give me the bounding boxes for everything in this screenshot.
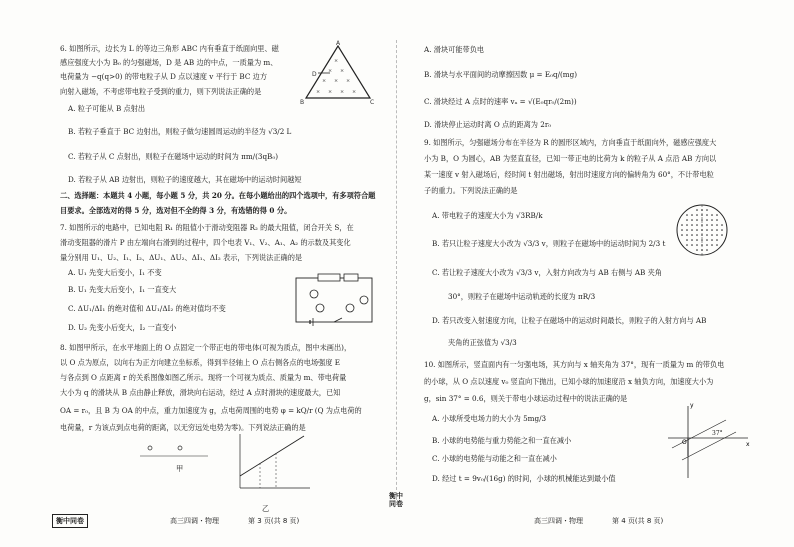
- q10-option-c: C. 小球的电势能与动能之和一直在减小: [432, 454, 557, 463]
- q8-stem-line: 以 O 点为原点，以向右为正方向建立坐标系，得到半径轴上 O 点右侧各点的电场强度 E: [60, 358, 341, 367]
- field-dot: [696, 219, 698, 221]
- field-dot: [706, 219, 708, 221]
- field-dot: [706, 224, 708, 226]
- q9-option-b: B. 若只让粒子速度大小改为 √3/3 v，则粒子在磁场中的运动时间为 2/3 t: [432, 239, 666, 248]
- field-dot: [686, 234, 688, 236]
- q8-stem-line: 8. 如图甲所示，在水平地面上的 O 点固定一个带正电的带电体(可视为质点，图中未画出)，: [60, 343, 352, 352]
- field-dot: [711, 234, 713, 236]
- field-dot: [691, 219, 693, 221]
- q9-option-c-cont: 30°，则粒子在磁场中运动轨迹的长度为 πR/3: [448, 292, 596, 301]
- left-footer-title: 高三四调・物理: [170, 517, 219, 525]
- field-dot: [706, 244, 708, 246]
- q8-stem-line: OA = r₀，且 B 为 OA 的中点，重力加速度为 g，点电荷周围的电势 φ = kQ/r (Q 为点电荷的: [60, 406, 362, 415]
- svg-text:×: ×: [334, 78, 339, 84]
- svg-text:×: ×: [346, 78, 351, 84]
- q10-stem-line: 的小球，从 O 点以速度 v₀ 竖直向下抛出，已知小球的加速度沿 x 轴负方向，加速度大小为: [424, 377, 714, 386]
- q9-option-d-cont: 夹角的正弦值为 √3/3: [448, 338, 517, 347]
- svg-text:x: x: [746, 441, 750, 448]
- field-dot: [701, 239, 703, 241]
- field-dot: [706, 214, 708, 216]
- field-dot: [701, 234, 703, 236]
- q10-option-b: B. 小球的电势能与重力势能之和一直在减小: [432, 436, 572, 445]
- q8-option-a: A. 滑块可能带负电: [424, 45, 485, 54]
- right-footer-page: 第 4 页(共 8 页): [612, 517, 664, 525]
- q8-option-c: C. 滑块经过 A 点时的速率 vₐ = √(E₀qr₀/(2m)): [424, 97, 577, 106]
- field-dot: [686, 244, 688, 246]
- q7-circuit-figure: [290, 270, 380, 328]
- field-dot: [681, 224, 683, 226]
- field-dot: [691, 229, 693, 231]
- field-dot: [681, 234, 683, 236]
- q6-option-a: A. 粒子可能从 B 点射出: [68, 104, 146, 113]
- q9-stem-line: 9. 如图所示，匀强磁场分布在半径为 R 的圆形区域内，方向垂直于纸面向外，磁感应强度大: [424, 138, 717, 147]
- q6-option-c: C. 若粒子从 C 点射出，则粒子在磁场中运动的时间为 πm/(3qB₀): [68, 152, 279, 161]
- field-dot: [696, 214, 698, 216]
- q8-stem-line: 大小为 q 的滑块从 B 点由静止释放，滑块向右运动，经过 A 点时滑块的速度最大，已知: [60, 388, 341, 397]
- field-dot: [696, 224, 698, 226]
- q8-stem-line: 与各点到 O 点距离 r 的关系图像如图乙所示。现将一个可视为质点、质量为 m、带电荷量: [60, 373, 347, 382]
- svg-text:×: ×: [352, 89, 357, 95]
- q7-stem-line: 7. 如图所示的电路中，已知电阻 R₁ 的阻值小于滑动变阻器 R₂ 的最大阻值，闭合开关 S，在: [60, 223, 354, 232]
- field-dot: [701, 214, 703, 216]
- field-dot: [681, 229, 683, 231]
- field-dot: [706, 234, 708, 236]
- q8-figure-a-caption: 甲: [176, 464, 184, 473]
- field-dot: [711, 239, 713, 241]
- q9-option-d: D. 若只改变入射速度方向，让粒子在磁场中的运动时间最长，则粒子的入射方向与 AB: [432, 316, 707, 325]
- svg-text:×: ×: [340, 89, 345, 95]
- svg-text:A: A: [336, 40, 341, 47]
- field-dot: [706, 239, 708, 241]
- q7-option-d: D. U₂ 先变小后变大，I₂ 一直变小: [68, 323, 177, 332]
- q7-stem-line: 量分别用 U₁、U₂、I₁、I₂、ΔU₁、ΔU₂、ΔI₁、ΔI₂ 表示，下列说法正确的是: [60, 253, 303, 262]
- field-dot: [696, 244, 698, 246]
- left-footer-stamp: 衡中同卷: [52, 514, 88, 528]
- field-dot: [716, 244, 718, 246]
- svg-text:B: B: [300, 99, 305, 106]
- field-dot: [711, 219, 713, 221]
- section-2-line: 二、选择题：本题共 4 小题，每小题 5 分，共 20 分。在每小题给出的四个选项中，有多项符合题: [60, 191, 376, 200]
- svg-text:O: O: [682, 439, 687, 446]
- q10-stem-line: g，sin 37° = 0.6，则关于带电小球运动过程中的说法正确的是: [424, 394, 628, 403]
- field-dot: [701, 224, 703, 226]
- q8-stem-line: 电荷量，r 为该点到点电荷的距离，以无穷远处电势为零)。下列说法正确的是: [60, 423, 306, 432]
- field-dot: [696, 234, 698, 236]
- q9-stem-line: 某一速度 v 射入磁场后，经时间 t 射出磁场，射出时速度方向的偏转角为 60°，不计带电粒: [424, 170, 714, 179]
- q7-option-a: A. U₁ 先变大后变小，I₁ 不变: [68, 268, 162, 277]
- field-dot: [696, 229, 698, 231]
- q9-circle-figure: [672, 200, 732, 260]
- q9-option-c: C. 若让粒子速度大小改为 √3/3 v，入射方向改为与 AB 右侧与 AB 夹角: [432, 268, 662, 277]
- q9-option-a: A. 带电粒子的速度大小为 √3RB/k: [432, 211, 543, 220]
- svg-text:D: D: [312, 71, 317, 78]
- field-dot: [716, 234, 718, 236]
- svg-text:×: ×: [334, 58, 339, 64]
- field-dot: [691, 244, 693, 246]
- q8-option-d: D. 滑块停止运动时离 O 点的距离为 2r₀: [424, 120, 552, 129]
- q10-option-d: D. 经过 t = 9v₀/(16g) 的时间，小球的机械能达到最小值: [432, 474, 616, 483]
- q6-option-b: B. 若粒子垂直于 BC 边射出，则粒子做匀速圆周运动的半径为 √3/2 L: [68, 127, 292, 136]
- q6-stem-line: 6. 如图所示，边长为 L 的等边三角形 ABC 内有垂直于纸面向里、磁: [60, 44, 279, 53]
- field-dot: [706, 229, 708, 231]
- field-dot: [706, 209, 708, 211]
- svg-text:×: ×: [328, 89, 333, 95]
- field-dot: [716, 219, 718, 221]
- field-dot: [716, 239, 718, 241]
- q10-angle-label: 37°: [712, 430, 723, 437]
- svg-text:y: y: [690, 402, 694, 409]
- field-dot: [696, 209, 698, 211]
- q7-option-c: C. ΔU₁/ΔI₁ 的绝对值和 ΔU₁/ΔI₂ 的绝对值均不变: [68, 304, 226, 313]
- q9-stem-line: 小为 B，O 为圆心，AB 为竖直直径，已知一带正电的比荷为 k 的粒子从 A 点沿 AB 方向以: [424, 154, 717, 163]
- q8-figure-b: [232, 430, 312, 500]
- left-footer-page: 第 3 页(共 8 页): [248, 517, 300, 525]
- center-seal: 衡中同卷: [389, 491, 403, 508]
- field-dot: [696, 239, 698, 241]
- field-dot: [691, 239, 693, 241]
- field-dot: [711, 244, 713, 246]
- field-dot: [691, 214, 693, 216]
- q6-option-d: D. 若粒子从 AB 边射出，则粒子的速度越大，其在磁场中的运动时间越短: [68, 175, 302, 184]
- field-dot: [711, 224, 713, 226]
- field-dot: [691, 224, 693, 226]
- field-dot: [686, 229, 688, 231]
- field-dot: [711, 229, 713, 231]
- field-dot: [721, 234, 723, 236]
- svg-text:×: ×: [316, 89, 321, 95]
- q8-figure-a: [140, 440, 210, 470]
- field-dot: [716, 214, 718, 216]
- field-dot: [686, 219, 688, 221]
- q10-stem-line: 10. 如图所示，竖直面内有一匀强电场，其方向与 x 轴夹角为 37°，现有一质量为 m 的带负电: [424, 360, 725, 369]
- q8-figure-b-caption: 乙: [262, 504, 270, 513]
- field-dot: [711, 214, 713, 216]
- field-dot: [686, 224, 688, 226]
- q6-stem-line: 电荷量为 −q(q>0) 的带电粒子从 D 点以速度 v 平行于 BC 边方: [60, 72, 268, 81]
- q6-stem-line: 向射入磁场，不考虑带电粒子受到的重力，则下列说法正确的是: [60, 87, 262, 96]
- field-dot: [701, 244, 703, 246]
- field-dot: [701, 229, 703, 231]
- page-divider: [396, 40, 397, 500]
- q6-triangle-figure: [300, 42, 376, 106]
- field-dot: [691, 234, 693, 236]
- field-dot: [706, 249, 708, 251]
- section-2-line: 目要求。全部选对的得 5 分，选对但不全的得 3 分，有选错的得 0 分。: [60, 206, 292, 215]
- q10-option-a: A. 小球所受电场力的大小为 5mg/3: [432, 414, 547, 423]
- svg-text:×: ×: [322, 78, 327, 84]
- q6-stem-line: 感应强度大小为 B₀ 的匀强磁场，D 是 AB 边的中点，一质量为 m、: [60, 58, 278, 67]
- field-dot: [696, 249, 698, 251]
- right-footer-title: 高三四调・物理: [534, 517, 583, 525]
- field-dot: [716, 229, 718, 231]
- q7-stem-line: 滑动变阻器的滑片 P 由左端向右滑到的过程中，四个电表 V₁、V₂、A₁、A₂ 的示数及其变化: [60, 238, 351, 247]
- svg-text:C: C: [370, 99, 375, 106]
- svg-text:×: ×: [340, 68, 345, 74]
- q10-axes-figure: [664, 402, 752, 482]
- field-dot: [701, 249, 703, 251]
- svg-text:×: ×: [328, 68, 333, 74]
- field-dot: [721, 229, 723, 231]
- field-dot: [686, 239, 688, 241]
- field-dot: [716, 224, 718, 226]
- field-dot: [701, 219, 703, 221]
- q7-option-b: B. U₁ 先变大后变小，I₁ 一直变大: [68, 285, 177, 294]
- field-dot: [721, 224, 723, 226]
- field-dot: [701, 209, 703, 211]
- q8-option-b: B. 滑块与水平面间的动摩擦因数 μ = E₀q/(mg): [424, 70, 578, 79]
- q9-stem-line: 子的重力。下列说法正确的是: [424, 186, 518, 195]
- field-dot: [686, 214, 688, 216]
